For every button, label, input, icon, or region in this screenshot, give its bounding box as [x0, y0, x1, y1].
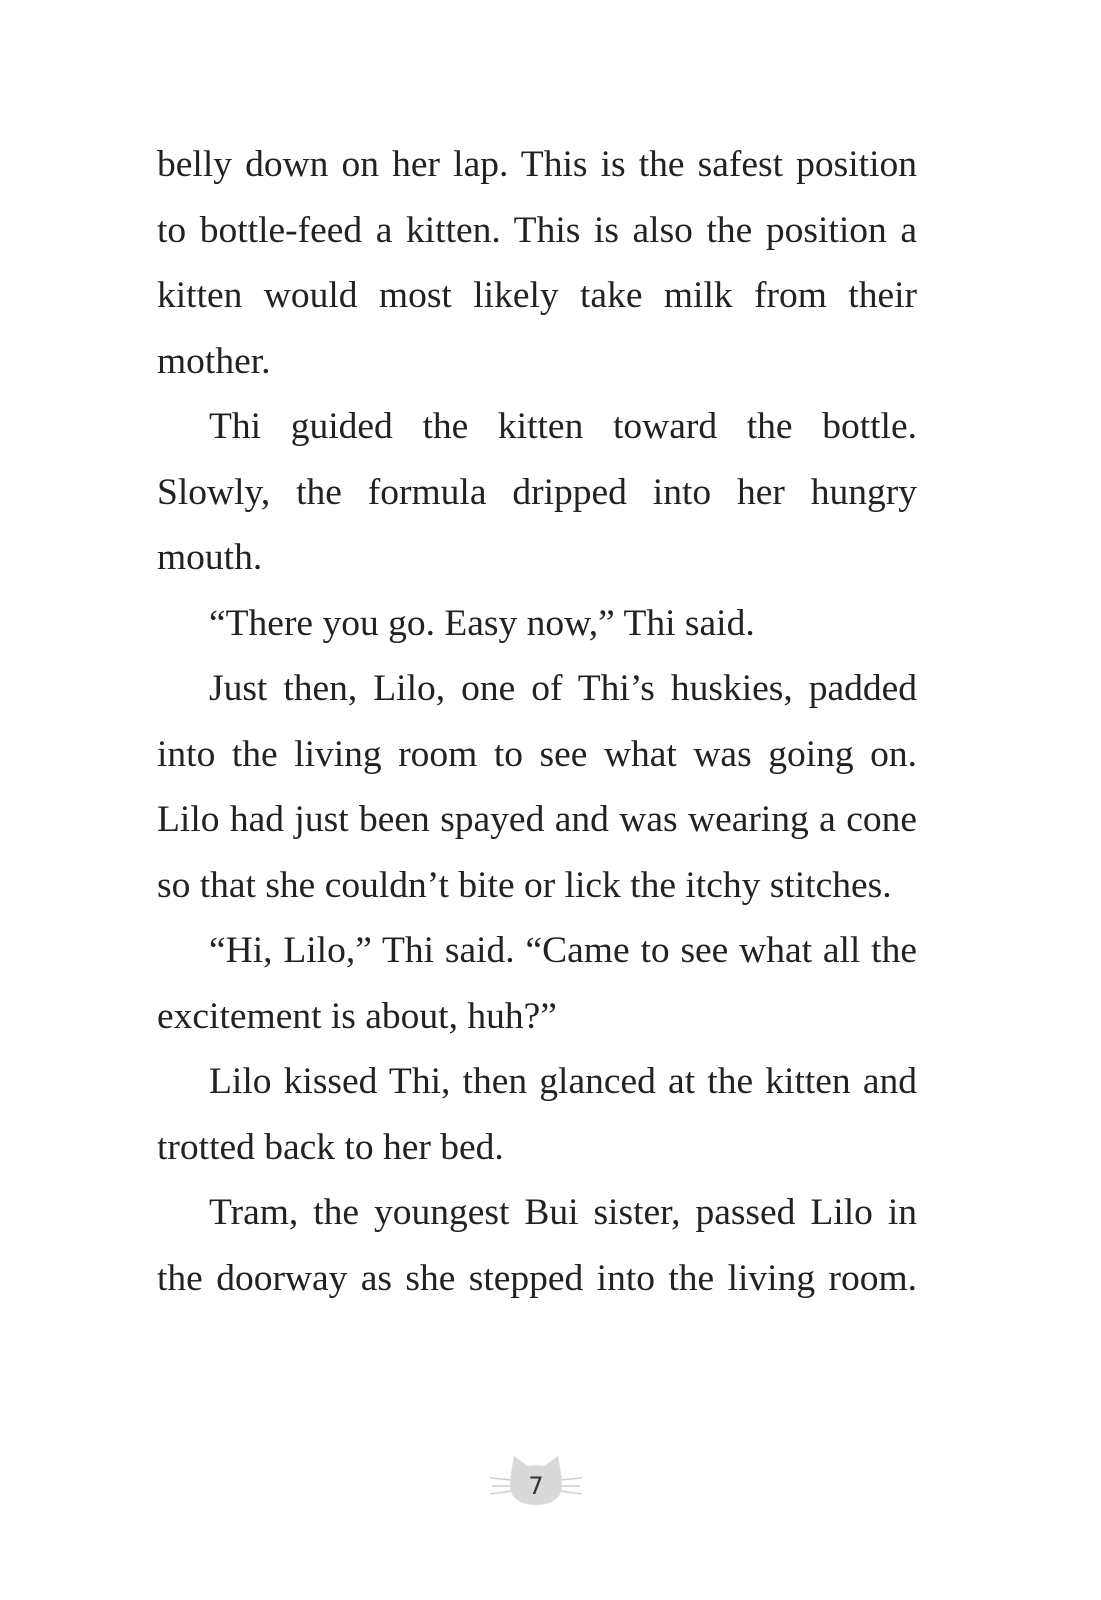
paragraph-7: Tram, the youngest Bui sister, passed Lilo in the doorway as she stepped into the living room. [157, 1192, 917, 1299]
body-text [157, 132, 917, 1311]
paragraph-1: belly down on her lap. This is the safest position to bottle-feed a kitten. This is also the position a kitten would most likely take milk from their mother. [157, 144, 917, 382]
paragraph-6: Lilo kissed Thi, then glanced at the kitten and trotted back to her bed. [157, 1061, 917, 1168]
page-folio [490, 1448, 582, 1506]
paragraph-3: “There you go. Easy now,” Thi said. [209, 602, 755, 644]
paragraph-2: Thi guided the kitten toward the bottle. Slowly, the formula dripped into her hungry mouth. [157, 406, 917, 578]
paragraph-4: Just then, Lilo, one of Thi’s huskies, padded into the living room to see what was going on. Lilo had just been spayed and was wearing a cone so that she couldn’t bite or lick the itchy stitches. [157, 668, 917, 906]
paragraph-5: “Hi, Lilo,” Thi said. “Came to see what all the excitement is about, huh?” [157, 930, 917, 1037]
page-number: 7 [528, 1472, 544, 1500]
